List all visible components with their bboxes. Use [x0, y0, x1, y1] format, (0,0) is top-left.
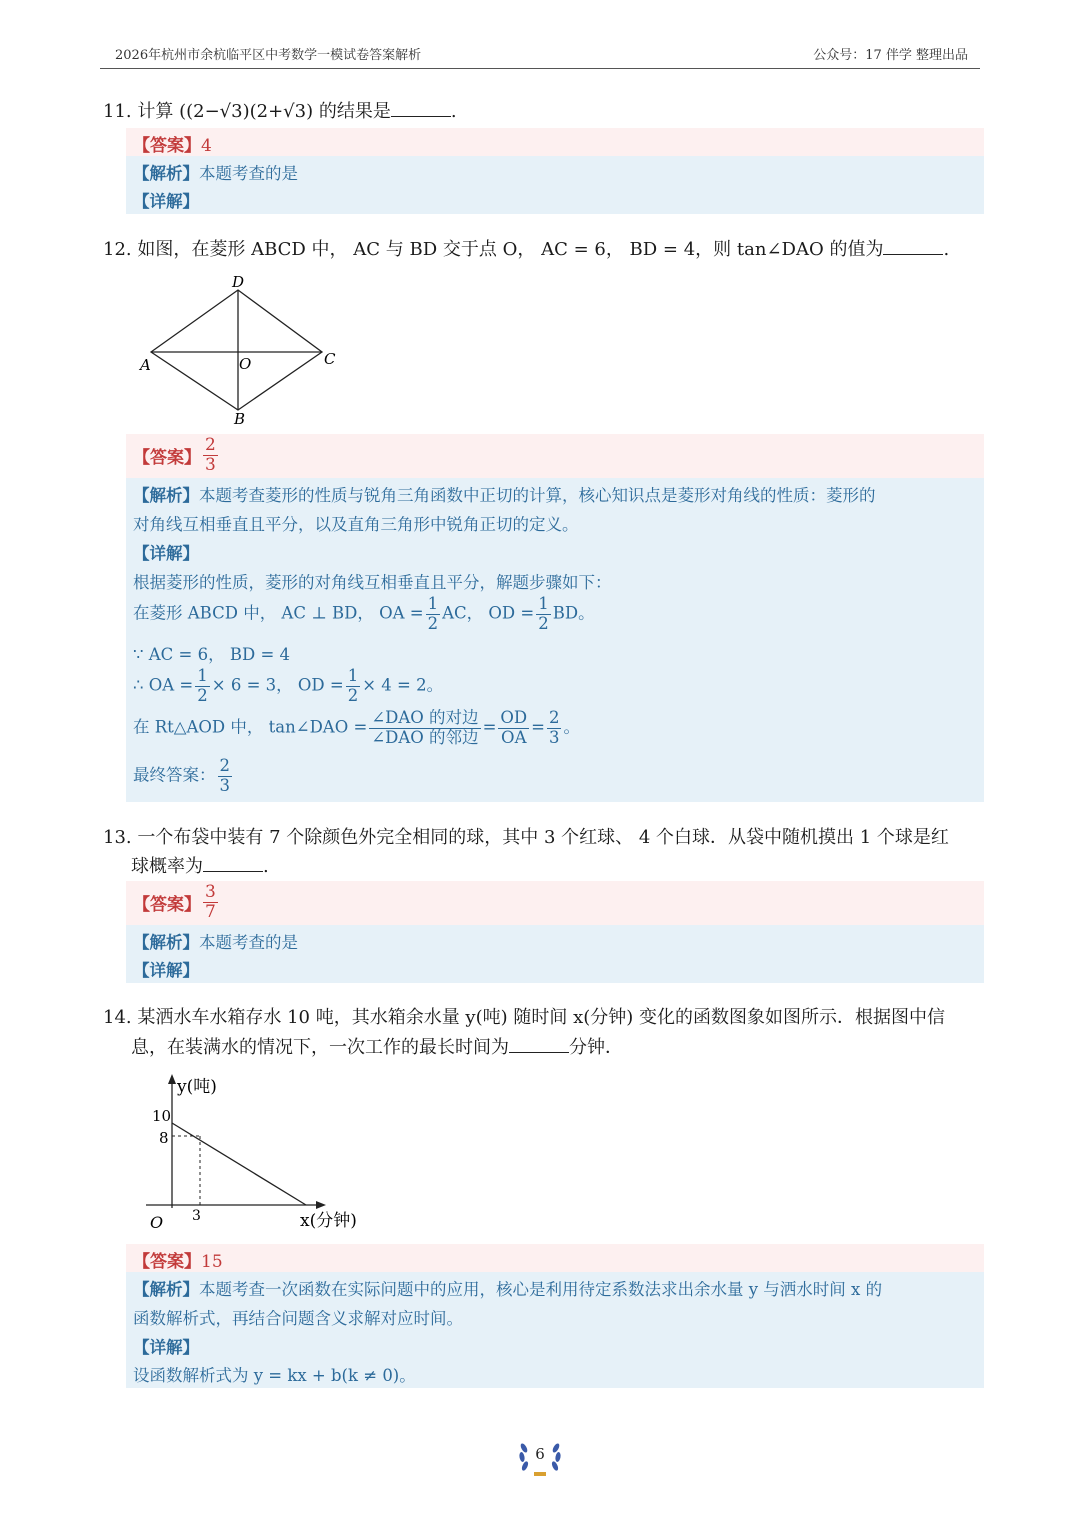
page-number: 6 [535, 1445, 545, 1463]
fraction-denominator: 2 [538, 613, 549, 633]
q14-analysis-box [126, 1272, 984, 1388]
step4-part-a: ∴ OA = [133, 675, 194, 695]
step5-part-a: 在 Rt△AOD 中， tan∠DAO = [133, 717, 368, 737]
fraction-numerator: 1 [197, 666, 208, 685]
origin-label: O [150, 1213, 164, 1232]
q13-answer-fraction [203, 884, 218, 921]
analysis-tag: 【解析】 [133, 933, 199, 952]
answer-blank [883, 236, 943, 255]
rhombus-diagram [130, 270, 350, 430]
header-rule [100, 68, 980, 69]
q12-step3: ∵ AC = 6， BD = 4 [133, 645, 291, 664]
answer-tag: 【答案】 [133, 448, 201, 468]
q12-analysis-box [126, 478, 984, 802]
fraction-numerator: 2 [219, 756, 230, 775]
q11-answer: 4 [201, 136, 212, 156]
answer-tag: 【答案】 [133, 136, 201, 156]
answer-blank [203, 853, 263, 872]
q12-step5 [133, 710, 580, 746]
fraction-denominator: OA [501, 727, 527, 747]
label-b: B [234, 410, 246, 428]
analysis-tag: 【解析】 [133, 486, 199, 505]
doc-source: 公众号：17 伴学 整理出品 [813, 48, 968, 63]
fraction-numerator: 2 [548, 708, 560, 727]
question-14-line1: 14. 某洒水车水箱存水 10 吨，其水箱余水量 y(吨) 随时间 x(分钟) 变化的函数图象如图所示．根据图中信 [103, 1007, 945, 1028]
page-laurel-badge [514, 1428, 566, 1480]
q14-answer: 15 [201, 1252, 223, 1272]
equals-sign: = [482, 717, 497, 737]
equals-sign: = [531, 717, 545, 737]
q13-analysis: 本题考查的是 [199, 933, 298, 952]
rhombus-outline [151, 290, 322, 410]
x-axis-arrow [316, 1201, 326, 1209]
step4-part-b: × 6 = 3， OD = [211, 675, 344, 695]
detail-tag: 【详解】 [133, 544, 199, 563]
fraction-denominator: 3 [548, 727, 560, 747]
function-line [172, 1123, 306, 1205]
q14-answer-box [126, 1244, 984, 1272]
fraction-denominator: 7 [205, 902, 216, 922]
q13-answer-box [126, 881, 984, 925]
q12-step4 [133, 668, 443, 704]
q12-step2 [133, 596, 595, 632]
question-14-text-b: 分钟． [569, 1037, 623, 1058]
question-14-line2 [131, 1033, 623, 1062]
q12-answer-box [126, 434, 984, 478]
question-11-text: 11. 计算 ((2−√3)(2+√3) 的结果是 [103, 101, 391, 122]
analysis-tag: 【解析】 [133, 1280, 199, 1299]
fraction-denominator: 2 [197, 685, 208, 705]
tick-label-10: 10 [152, 1107, 172, 1125]
detail-tag: 【详解】 [133, 961, 199, 980]
fraction-numerator: OD [500, 708, 528, 727]
label-c: C [324, 350, 336, 368]
q12-analysis-line1: 本题考查菱形的性质与锐角三角函数中正切的计算，核心知识点是菱形对角线的性质：菱形的 [199, 486, 876, 505]
fraction-denominator: 2 [427, 613, 439, 633]
question-11: 11. 计算 ((2−√3)(2+√3) 的结果是 . [103, 97, 457, 126]
question-13-text: 球概率为 [131, 856, 203, 877]
q11-analysis-box [126, 156, 984, 214]
q12-final [133, 758, 234, 794]
answer-tag: 【答案】 [133, 895, 201, 915]
label-o: O [239, 355, 252, 373]
step2-part-b: AC， OD = [442, 603, 535, 623]
q11-answer-box [126, 128, 984, 156]
fraction-denominator: 2 [347, 685, 359, 705]
label-a: A [140, 356, 151, 374]
fraction-denominator: 3 [205, 455, 216, 475]
tick-label-3: 3 [192, 1208, 201, 1224]
question-12-text: 12. 如图，在菱形 ABCD 中， AC 与 BD 交于点 O， AC = 6， BD = 4，则 tan∠DAO 的值为 [103, 239, 884, 260]
q14-step1: 设函数解析式为 y = kx + b(k ≠ 0)。 [133, 1366, 416, 1385]
q13-analysis-box [126, 925, 984, 983]
question-13-line2: 球概率为 . [131, 852, 269, 881]
step2-part-c: BD。 [552, 603, 595, 623]
q12-step1: 根据菱形的性质，菱形的对角线互相垂直且平分，解题步骤如下： [133, 573, 612, 592]
fraction-numerator: 1 [427, 594, 439, 613]
detail-tag: 【详解】 [133, 1338, 199, 1357]
q11-analysis: 本题考查的是 [199, 164, 298, 183]
function-graph [140, 1068, 390, 1238]
answer-tag: 【答案】 [133, 1252, 201, 1272]
step2-part-a: 在菱形 ABCD 中， AC ⊥ BD， OA = [133, 603, 424, 623]
fraction-denominator: 3 [219, 775, 230, 795]
question-13-line1: 13. 一个布袋中装有 7 个除颜色外完全相同的球，其中 3 个红球、 4 个白球．从袋中随机摸出 1 个球是红 [103, 827, 949, 848]
y-axis-label: y(吨) [177, 1077, 217, 1097]
answer-blank [509, 1034, 569, 1053]
step4-part-c: × 4 = 2。 [362, 675, 444, 695]
detail-tag: 【详解】 [133, 192, 199, 211]
answer-blank [391, 98, 451, 117]
question-12: 12. 如图，在菱形 ABCD 中， AC 与 BD 交于点 O， AC = 6， BD = 4，则 tan∠DAO 的值为 . [103, 235, 949, 264]
fraction-numerator: 2 [205, 435, 216, 455]
fraction-numerator: 1 [347, 666, 359, 685]
q12-analysis-line2: 对角线互相垂直且平分，以及直角三角形中锐角正切的定义。 [133, 515, 579, 534]
fraction-numerator: ∠DAO 的对边 [371, 708, 479, 727]
fraction-numerator: 1 [538, 594, 549, 613]
question-14-text-a: 息，在装满水的情况下，一次工作的最长时间为 [131, 1037, 509, 1058]
doc-title: 2026年杭州市余杭临平区中考数学一模试卷答案解析 [115, 48, 422, 63]
y-axis-arrow [168, 1074, 176, 1084]
fraction-denominator: ∠DAO 的邻边 [371, 727, 479, 747]
x-axis-label: x(分钟) [300, 1211, 357, 1231]
analysis-tag: 【解析】 [133, 164, 199, 183]
step5-end: 。 [563, 717, 580, 737]
q14-analysis-line2: 函数解析式，再结合问题含义求解对应时间。 [133, 1309, 463, 1328]
q14-analysis-line1: 本题考查一次函数在实际问题中的应用，核心是利用待定系数法求出余水量 y 与洒水时间 x 的 [199, 1280, 883, 1299]
tick-label-8: 8 [159, 1129, 169, 1147]
fraction-numerator: 3 [205, 882, 216, 902]
q12-answer-fraction [203, 437, 218, 474]
final-label: 最终答案： [133, 765, 216, 785]
label-d: D [232, 273, 245, 291]
